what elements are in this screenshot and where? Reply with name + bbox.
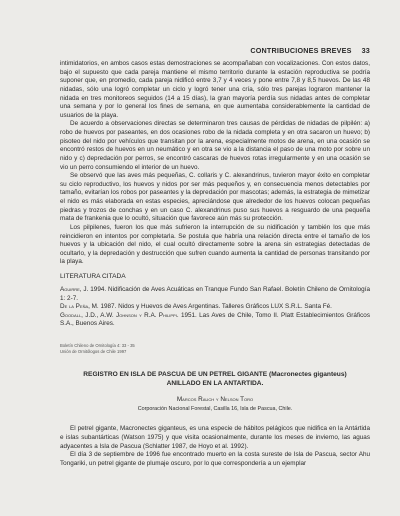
reference-text: 1951. Las Aves de Chile, Tomo II. Platt Establecimientos Gráficos S.A., Buenos Aires. — [60, 311, 370, 328]
article-authors: Marcos Rauch y Nelson Toro — [176, 396, 254, 404]
reference-author: Aguirre, J. — [60, 285, 89, 293]
paragraph: Se observó que las aves más pequeñas, C. collaris y C. alexandrinus, tuvieron mayor éxito en completar su ciclo reproductivo, los huevos y nidos por ser más pequeños y, en consecuencia menos detectables por tamaño, evitarían los robos por paseantes y la depredación por mascotas; además, la estrategia de mimetizar el nido es más elaborada en estas especies, apreciándose que alrededor de los huevos colocan pequeñas piedras y trozos de conchas y en un caso C. alexandrinus puso sus huevos a resguardo de una pequeña mata de frankenia que lo ocultó, situación que favorece aún más su protección. — [60, 172, 370, 223]
reference-author: Goodall, J.D., A.W. Johnson y R.A. Philippi. — [60, 311, 179, 319]
reference-item — [60, 286, 370, 303]
reference-item — [60, 303, 370, 312]
reference-list — [60, 286, 370, 329]
reference-text: 1987. Nidos y Huevos de Aves Argentinas. Talleres Gráficos LUX S.R.L. Santa Fé. — [100, 303, 332, 311]
article-affiliation: Corporación Nacional Forestal, Casilla 16, Isla de Pascua, Chile. — [137, 406, 293, 413]
article-body — [60, 425, 370, 468]
page-number: 33 — [361, 46, 370, 55]
paragraph: El día 3 de septiembre de 1996 fue encontrado muerto en la costa sureste de Isla de Pascua, sector Ahu Tongariki, un petrel gigante de plumaje oscuro, por lo que correspondería a un ejemplar — [60, 451, 370, 467]
footnote-line: Unión de Ornitólogos de Chile 1997 — [60, 348, 127, 354]
article-title-line: REGISTRO EN ISLA DE PASCUA DE UN PETREL GIGANTE (Macronectes giganteus) — [83, 370, 347, 378]
article-title-line: ANILLADO EN LA ANTARTIDA. — [166, 380, 264, 388]
page-content — [60, 60, 370, 469]
footnote-line: Boletín Chileno de Ornitología 4: 33 - 35 — [60, 343, 135, 349]
reference-text: 1994. Nidificación de Aves Acuáticas en Tranque Fundo San Rafael. Boletín Chileno de Ornitología 1: 2-7. — [60, 285, 370, 302]
paragraph: Los pilpilenes, fueron los que más sufrieron la interrupción de su nidificación y también los que más reincidieron en intentos por completarla. Se postula que habría una relación directa entre el tamaño de los huevos y la ubicación del nido, el cual ocultó directamente sobre la arena sin estrategias detectadas de ocultarlo, y la depredación y destrucción que sufren cuando aumenta la cantidad de personas transitando por la playa. — [60, 223, 370, 266]
paragraph: El petrel gigante, Macronectes giganteus, es una especie de hábitos pelágicos que nidifica en la Antártida e islas subantárticas (Watson 1975) y que visita ocasionalmente, durante los meses de invierno, las aguas adyacentes a Isla de Pascua (Schlatter 1987, de Hoyo et al. 1992). — [60, 425, 370, 450]
header-title: CONTRIBUCIONES BREVES — [250, 46, 352, 55]
article-title — [60, 370, 370, 388]
reference-author: De la Peña, M. — [60, 303, 99, 311]
section-title: LITERATURA CITADA — [60, 273, 126, 280]
running-header — [250, 46, 370, 55]
reference-item — [60, 312, 370, 329]
paragraph: intimidatorios, en ambos casos estas demostraciones se acompañaban con vocalizaciones. Con estos datos, bajo el supuesto que cada pareja mantiene el mismo territorio durante la estación reproductiva se podría suponer que, en promedio, cada pareja nidificó entre 3,7 y 4 veces y pone entre 7,8 y 8,5 huevos. De las 48 nidadas, sólo una logró completar un ciclo y logró tener una cría, sólo tres parejas lograron mantener la nidada en tres monitoreos seguidos (14 a 15 días), la gran mayoría perdía sus nidadas antes de completar una semana y por lo general los fines de semana, en que aumentaba considerablemente la cantidad de usuarios de la playa. — [60, 60, 370, 119]
paragraph: De acuerdo a observaciones directas se determinaron tres causas de pérdidas de nidadas de pilpilén: a) robo de huevos por paseantes, en dos ocasiones robo de la nidada completa y en otra sacaron un huevo; b) pisoteo del nido por vehículos que transitan por la arena, especialmente motos de arena, en una ocasión se encontró restos de huevos en un neumático y en otra se vio a la distancia el paso de una moto por sobre un nido y c) depredación por perros, se encontró cascaras de huevos rotas irregularmente y en una ocasión se vio un perro consumiendo el interior de un huevo. — [60, 120, 370, 171]
footnote — [60, 343, 370, 354]
